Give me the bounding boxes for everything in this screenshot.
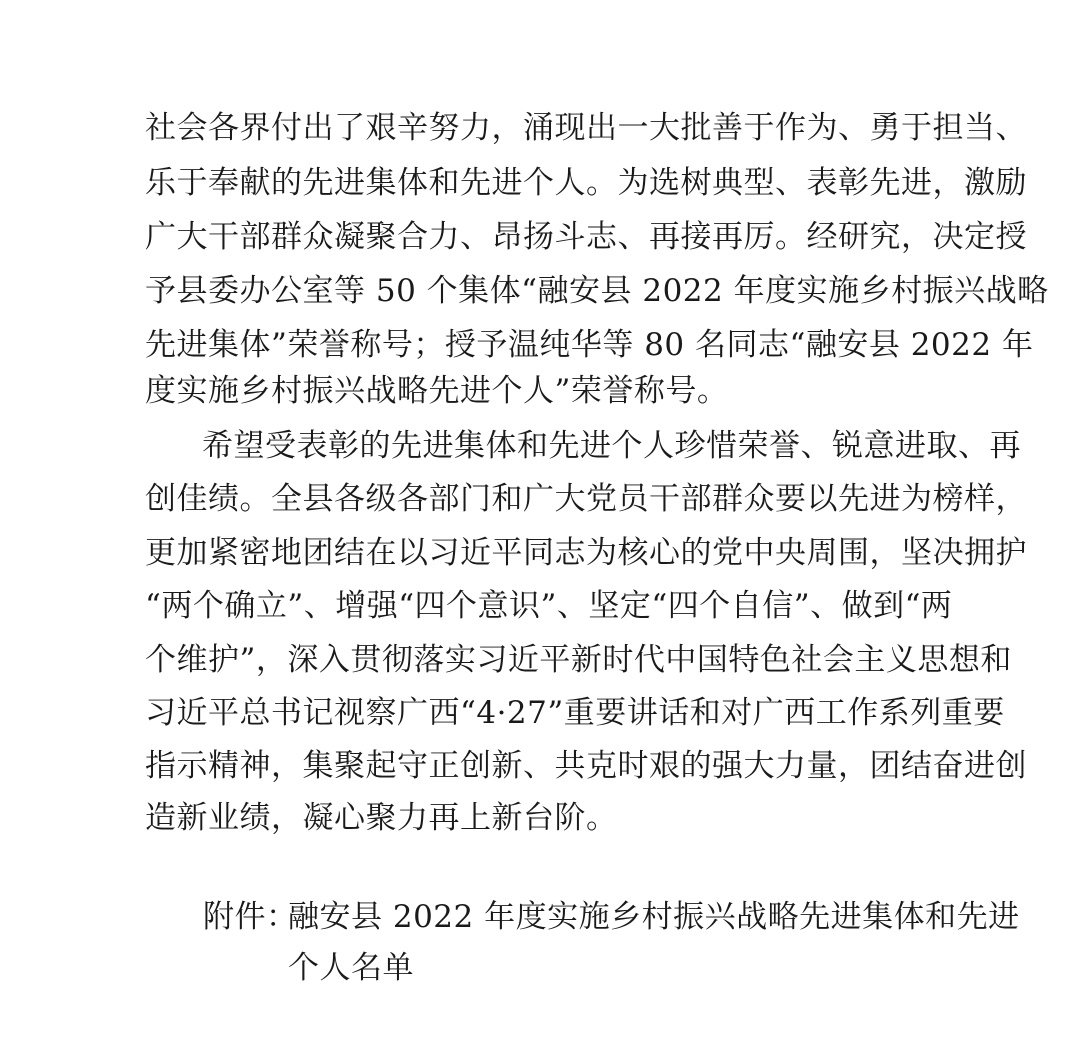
attachment-title-line-2: 个人名单 bbox=[288, 950, 414, 986]
paragraph-2-line-7: 指示精神，集聚起守正创新、共克时艰的强大力量，团结奋进创 bbox=[145, 748, 1027, 784]
paragraph-1-line-6: 度实施乡村振兴战略先进个人”荣誉称号。 bbox=[145, 373, 729, 409]
paragraph-1-line-2: 乐于奉献的先进集体和先进个人。为选树典型、表彰先进，激励 bbox=[145, 165, 1027, 201]
paragraph-2-line-1: 希望受表彰的先进集体和先进个人珍惜荣誉、锐意进取、再 bbox=[202, 428, 1021, 464]
paragraph-2-line-6: 习近平总书记视察广西“4·27”重要讲话和对广西工作系列重要 bbox=[145, 695, 1005, 731]
paragraph-2-line-4: “两个确立”、增强“四个意识”、坚定“四个自信”、做到“两 bbox=[145, 588, 953, 624]
paragraph-1-line-5: 先进集体”荣誉称号；授予温纯华等 80 名同志“融安县 2022 年 bbox=[145, 327, 1034, 363]
paragraph-2-line-3: 更加紧密地团结在以习近平同志为核心的党中央周围，坚决拥护 bbox=[145, 535, 1027, 571]
paragraph-2-line-8: 造新业绩，凝心聚力再上新台阶。 bbox=[145, 800, 618, 836]
attachment-title-line-1: 融安县 2022 年度实施乡村振兴战略先进集体和先进 bbox=[288, 899, 1020, 935]
paragraph-1-line-4: 予县委办公室等 50 个集体“融安县 2022 年度实施乡村振兴战略 bbox=[145, 273, 1049, 309]
paragraph-2-line-2: 创佳绩。全县各级各部门和广大党员干部群众要以先进为榜样， bbox=[145, 481, 1027, 517]
paragraph-1-line-1: 社会各界付出了艰辛努力，涌现出一大批善于作为、勇于担当、 bbox=[145, 110, 1027, 146]
paragraph-1-line-3: 广大干部群众凝聚合力、昂扬斗志、再接再厉。经研究，决定授 bbox=[145, 219, 1027, 255]
attachment-label: 附件： bbox=[203, 899, 298, 935]
paragraph-2-line-5: 个维护”，深入贯彻落实习近平新时代中国特色社会主义思想和 bbox=[145, 642, 1012, 678]
